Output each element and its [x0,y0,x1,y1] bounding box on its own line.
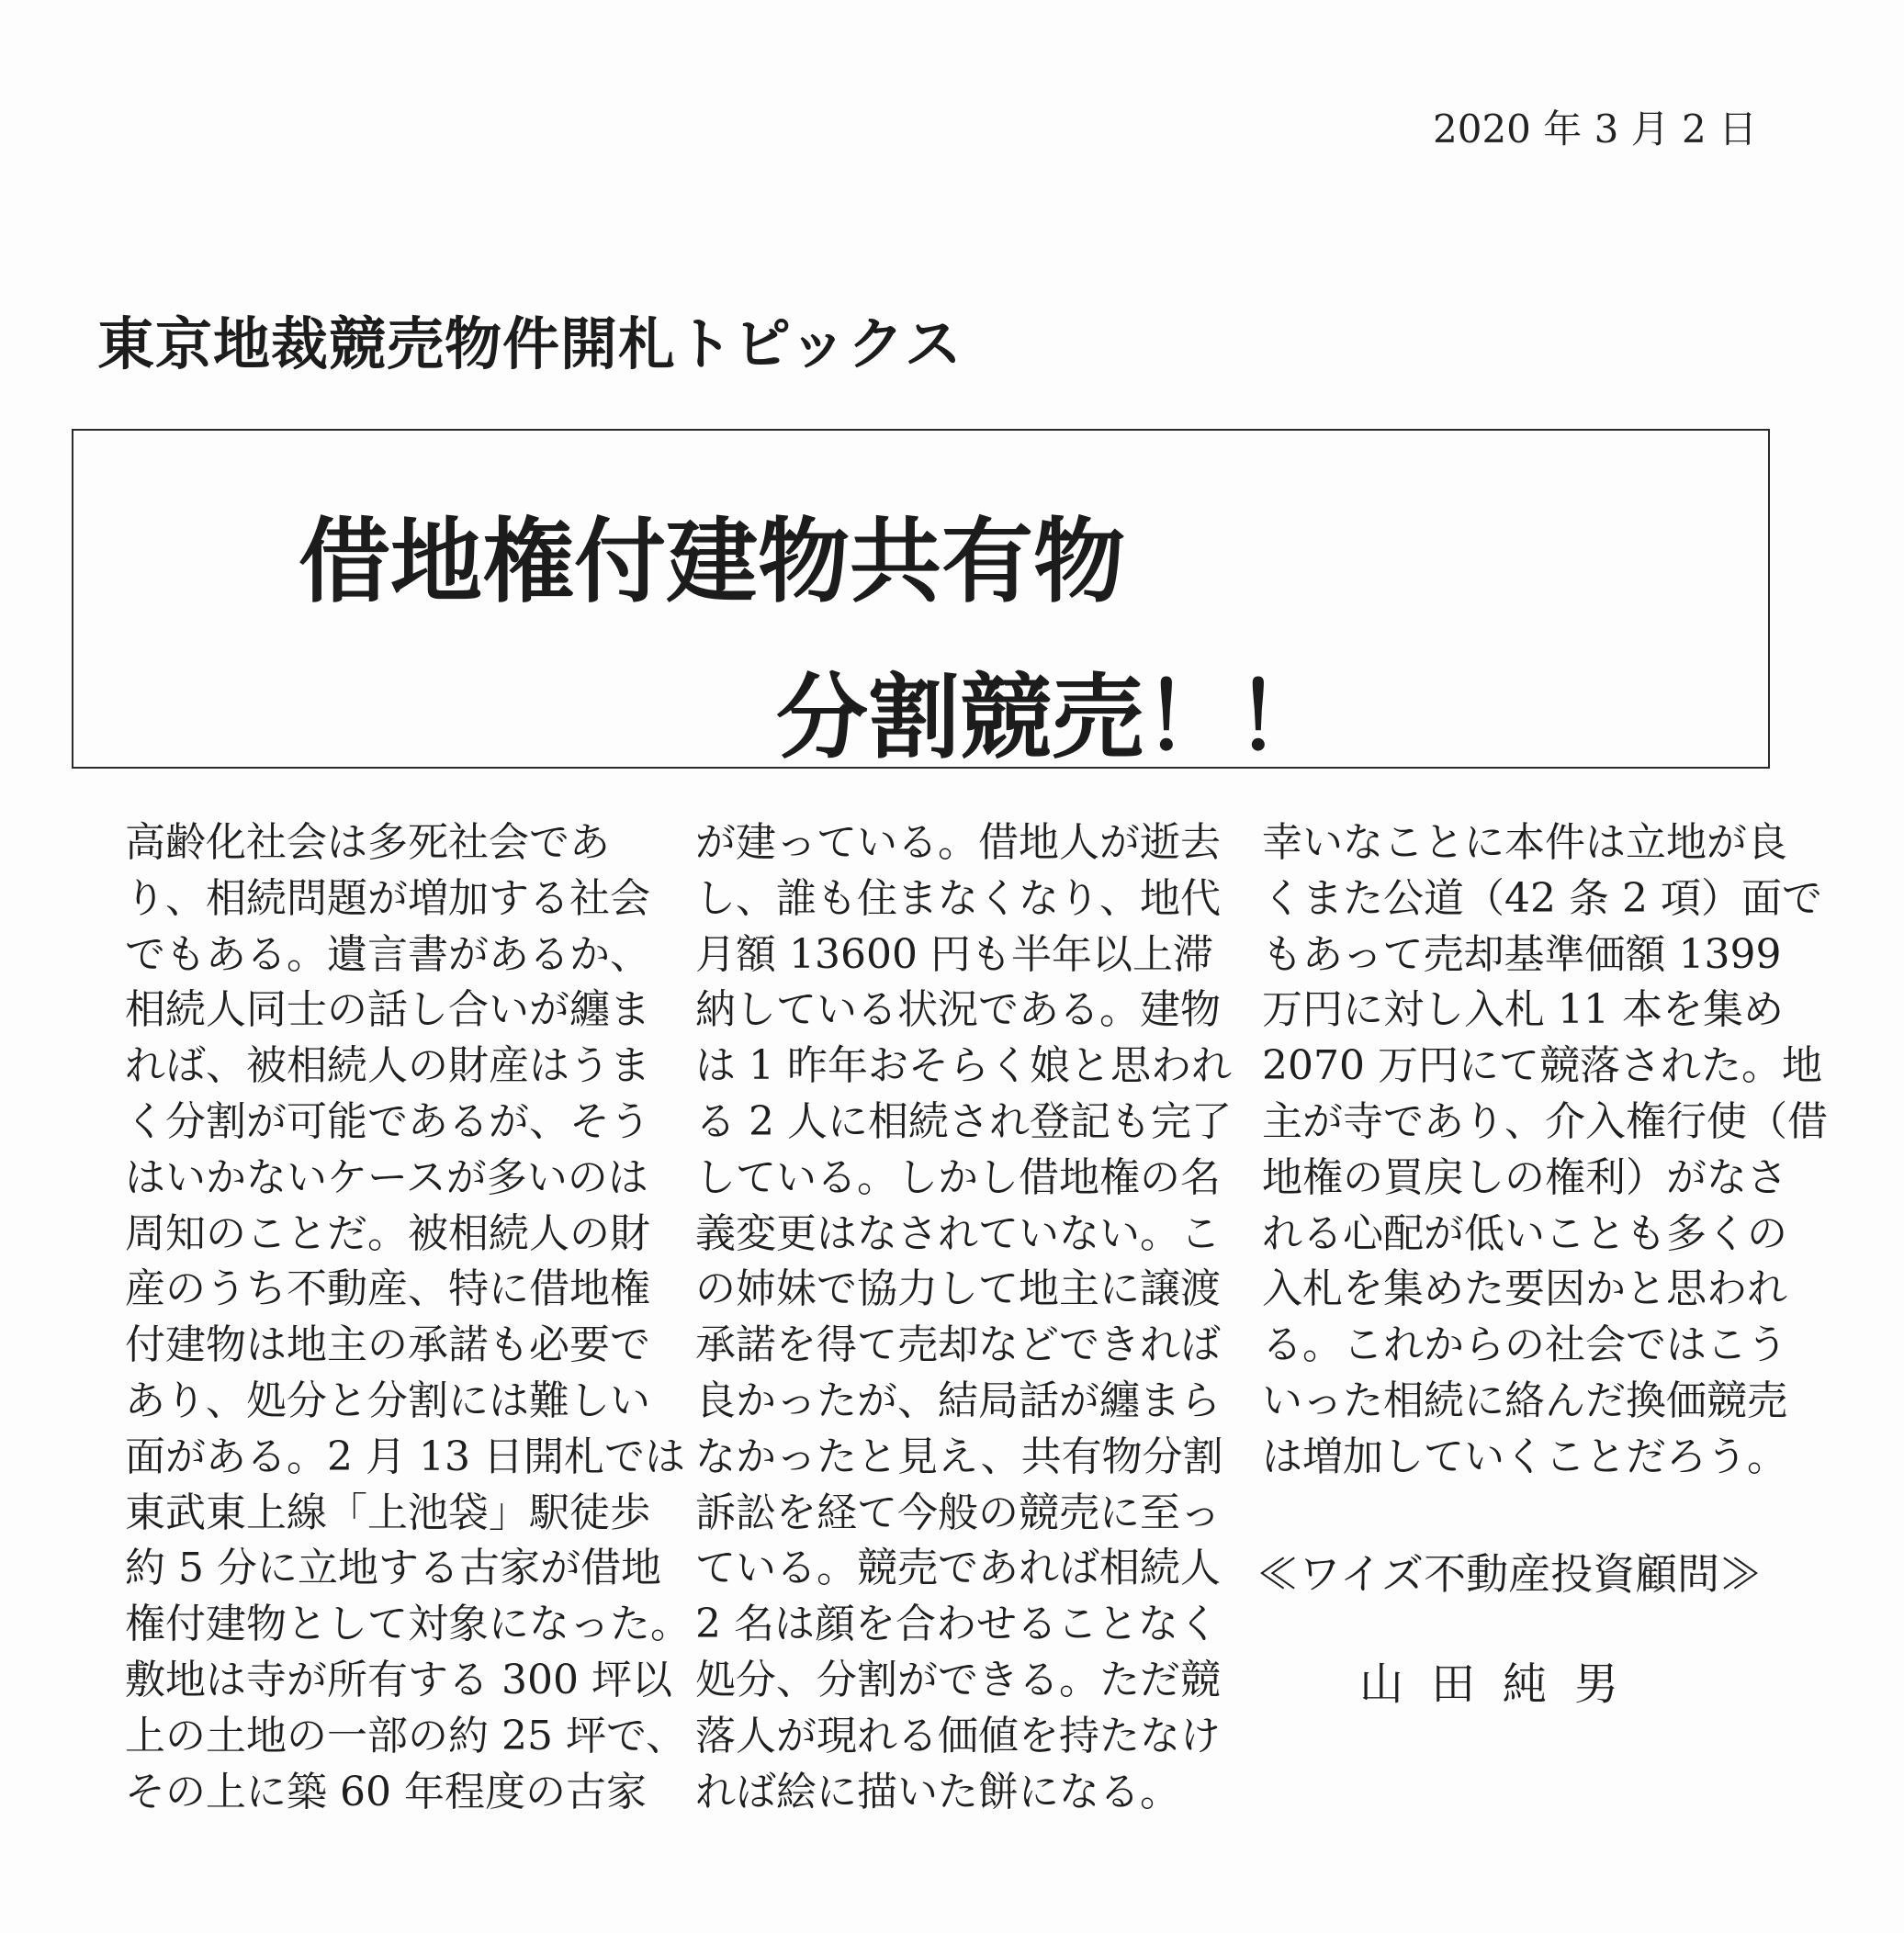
article-line: 権付建物として対象になった。 [125,1601,691,1648]
article-column-2 [695,815,1232,1820]
article-line: いった相続に絡んだ換価競売 [1262,1377,1787,1424]
article-line: 上の土地の一部の約 25 坪で、 [125,1712,687,1759]
article-line: 地権の買戻しの権利）がなさ [1262,1153,1787,1201]
article-line: 相続人同士の話し合いが纏ま [125,986,650,1034]
article-line: 納している状況である。建物 [695,986,1221,1034]
article-line: 承諾を得て売却などできれば [695,1321,1221,1369]
organization-name: ≪ワイズ不動産投資顧問≫ [1256,1549,1763,1599]
article-line: 東武東上線「上池袋」駅徒歩 [125,1489,650,1536]
article-line: し、誰も住まなくなり、地代 [695,874,1221,922]
article-line: が建っている。借地人が逝去 [695,819,1221,866]
article-line: 2 名は顔を合わせることなく [695,1601,1219,1648]
article-line: もあって売却基準価額 1399 [1262,930,1782,978]
article-line: り、相続問題が増加する社会 [125,874,650,922]
article-line: 高齢化社会は多死社会であ [125,819,610,866]
article-line: はいかないケースが多いのは [125,1153,648,1201]
article-line: 面がある。2 月 13 日開札では [125,1433,685,1480]
article-line: あり、処分と分割には難しい [125,1377,650,1424]
article-line: 付建物は地主の承諾も必要で [125,1321,650,1369]
article-line: 2070 万円にて競落された。地 [1262,1042,1822,1090]
article-line: ている。競売であれば相続人 [695,1545,1221,1592]
article-line: れば、被相続人の財産はうま [125,1042,650,1090]
headline-line-1: 借地権付建物共有物 [299,508,1125,615]
article-line: 主が寺であり、介入権行使（借 [1262,1097,1828,1145]
article-line: 幸いなことに本件は立地が良 [1262,819,1787,866]
article-line: る 2 人に相続され登記も完了 [695,1097,1232,1145]
article-date: 2020 年 3 月 2 日 [1433,107,1758,152]
article-line: 入札を集めた要因かと思われ [1262,1265,1787,1313]
article-line: は増加していくことだろう。 [1262,1433,1787,1480]
article-line: 良かったが、結局話が纏まら [695,1377,1221,1424]
article-line: 産のうち不動産、特に借地権 [125,1265,650,1313]
article-line: れば絵に描いた餅になる。 [695,1768,1180,1815]
article-line: 約 5 分に立地する古家が借地 [125,1545,661,1592]
headline-box [72,429,1770,769]
article-line: なかったと見え、共有物分割 [695,1433,1223,1480]
article-column-1 [125,815,691,1820]
headline-line-2: 分割競売！！ [776,664,1327,771]
article-line: 義変更はなされていない。こ [695,1209,1221,1257]
article-line: 処分、分割ができる。ただ競 [695,1656,1221,1703]
article-line: その上に築 60 年程度の古家 [125,1768,647,1815]
article-line: している。しかし借地権の名 [695,1153,1221,1201]
article-line: 月額 13600 円も半年以上滞 [695,930,1213,978]
article-line: く分割が可能であるが、そう [125,1097,650,1145]
article-line: くまた公道（42 条 2 項）面で [1262,874,1822,922]
article-line: 落人が現れる価値を持たなけ [695,1712,1221,1759]
article-column-3 [1262,815,1828,1486]
article-line: 敷地は寺が所有する 300 坪以 [125,1656,672,1703]
article-line: る。これからの社会ではこう [1262,1321,1787,1369]
topic-heading: 東京地裁競売物件開札トピックス [97,310,963,377]
article-line: 万円に対し入札 11 本を集め [1262,986,1784,1034]
article-line: は 1 昨年おそらく娘と思われ [695,1042,1232,1090]
article-line: 訴訟を経て今般の競売に至っ [695,1489,1221,1536]
article-line: れる心配が低いことも多くの [1262,1209,1787,1257]
article-line: の姉妹で協力して地主に譲渡 [695,1265,1221,1313]
article-line: でもある。遺言書があるか、 [125,930,650,978]
author-name: 山田純男 [1359,1658,1647,1710]
article-line: 周知のことだ。被相続人の財 [125,1209,650,1257]
